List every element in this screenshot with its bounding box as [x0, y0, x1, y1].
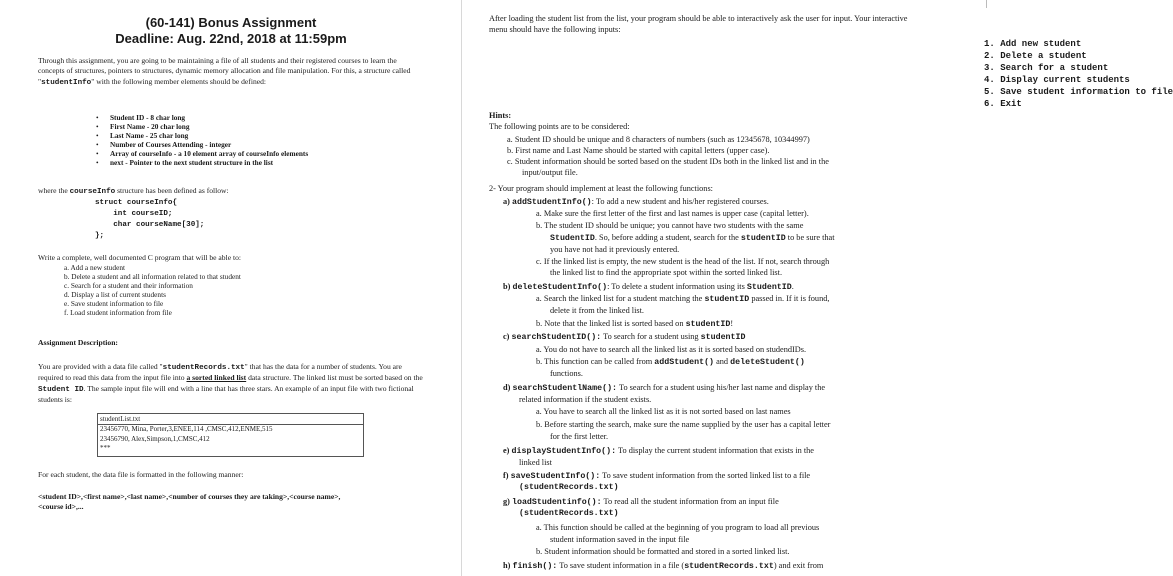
function-search-name-desc: related information if the student exists. [519, 395, 652, 404]
sample-file-box [97, 413, 364, 457]
description-paragraph: You are provided with a data file called "studentRecords.txt" that has the data for a number of students. You are required to read this data from the input file into a sorted linked list data structure. The linked list must be sorted based on the Student ID. The sample input file will end with a line that has three stars. An example of an input file with two fictional students is: [38, 362, 423, 404]
right-page [463, 0, 1173, 576]
sample-file-line: 23456790, Alex,Simpson,1,CMSC,412 [100, 434, 210, 443]
sample-file-name: studentList.txt [98, 414, 363, 425]
hints-heading: Hints: [489, 111, 512, 120]
function-add-note: the linked list to find the appropriate spot within the sorted linked list. [550, 268, 783, 277]
function-search-id-note: b. This function can be called from addStudent() and deleteStudent() [536, 357, 805, 367]
function-load-note: student information saved in the input file [550, 535, 690, 544]
function-add-note: c. If the linked list is empty, the new student is the head of the list. If not, search through [536, 257, 830, 266]
function-display: e) displayStudentInfo(): To display the current student information that exists in the [503, 446, 814, 456]
function-load-file: (studentRecords.txt) [519, 509, 619, 518]
format-line: <course id>,... [38, 502, 84, 511]
code-line: int courseID; [95, 210, 173, 218]
function-finish: h) finish(): To save student information in a file (studentRecords.txt) and exit from [503, 561, 824, 571]
ability-item: b. Delete a student and all information related to that student [64, 272, 241, 281]
code-line: struct courseInfo{ [95, 199, 178, 207]
function-add-note: StudentID. So, before adding a student, search for the studentID to be sure that [550, 233, 835, 243]
menu-item: 5. Save student information to file [984, 87, 1173, 97]
member-item: • First Name - 20 char long [110, 122, 190, 131]
member-item: • Array of courseInfo - a 10 element array of courseInfo elements [110, 149, 308, 158]
function-search-name-note: for the first letter. [550, 432, 609, 441]
intro-paragraph: Through this assignment, you are going to be maintaining a file of all students and their registered courses to learn the concepts of structures, pointers to structures, dynamic memory allocation and file manipulation. For this, a structure called "studentInfo" with the following member elements should be defined: [38, 56, 411, 87]
function-search-id-note: functions. [550, 369, 583, 378]
menu-item: 4. Display current students [984, 75, 1130, 85]
function-search-name-note: b. Before starting the search, make sure the name supplied by the user has a capital letter [536, 420, 831, 429]
sample-file-line: 23456770, Mina, Porter,3,ENEE,114 ,CMSC,412,ENME,515 [100, 425, 273, 433]
ability-item: f. Load student information from file [64, 308, 172, 317]
function-delete-note: b. Note that the linked list is sorted based on studentID! [536, 319, 734, 329]
function-save: f) saveStudentInfo(): To save student information from the sorted linked list to a file [503, 471, 811, 481]
ability-item: a. Add a new student [64, 263, 125, 272]
function-load-note: b. Student information should be formatted and stored in a sorted linked list. [536, 547, 790, 556]
function-add: a) addStudentInfo(): To add a new student and his/her registered courses. [503, 197, 769, 207]
hint-item: c. Student information should be sorted based on the student IDs both in the linked list and in the [507, 157, 829, 166]
ability-item: e. Save student information to file [64, 299, 164, 308]
function-delete-note: a. Search the linked list for a student matching the studentID passed in. If it is found, [536, 294, 830, 304]
function-save-file: (studentRecords.txt) [519, 483, 619, 492]
ability-item: d. Display a list of current students [64, 290, 166, 299]
functions-intro: 2- Your program should implement at least the following functions: [489, 184, 713, 193]
scroll-edge [986, 0, 987, 8]
format-line: <student ID>,<first name>,<last name>,<number of courses they are taking>,<course name>, [38, 492, 341, 501]
function-add-note: a. Make sure the first letter of the first and last names is upper case (capital letter). [536, 209, 809, 218]
hint-item: a. Student ID should be unique and 8 characters of numbers (such as 12345678, 10344997) [507, 135, 810, 144]
function-display-desc: linked list [519, 458, 552, 467]
code-line: }; [95, 232, 105, 240]
ability-item: c. Search for a student and their information [64, 281, 193, 290]
menu-item: 1. Add new student [984, 39, 1082, 49]
page-divider [461, 0, 462, 576]
format-instruction: For each student, the data file is formatted in the following manner: [38, 470, 244, 479]
function-search-id-note: a. You do not have to search all the linked list as it is sorted based on studendIDs. [536, 345, 807, 354]
menu-item: 6. Exit [984, 99, 1022, 109]
left-page [0, 0, 462, 576]
function-delete-note: delete it from the linked list. [550, 306, 645, 315]
hint-item: b. First name and Last Name should be started with capital letters (upper case). [507, 146, 770, 155]
function-add-note: you have not had it previously entered. [550, 245, 680, 254]
menu-intro: After loading the student list from the list, your program should be able to interactively ask the user for input. Your interactive menu should have the following inputs: [489, 14, 908, 34]
function-search-id: c) searchStudentID(): To search for a student using studentID [503, 332, 746, 342]
function-delete: b) deleteStudentInfo(): To delete a student information using its StudentID. [503, 282, 794, 292]
menu-item: 3. Search for a student [984, 63, 1109, 73]
function-load-note: a. This function should be called at the beginning of you program to load all previous [536, 523, 820, 532]
sample-file-line: *** [100, 444, 111, 452]
deadline: Deadline: Aug. 22nd, 2018 at 11:59pm [115, 31, 347, 46]
hints-intro: The following points are to be considered: [489, 122, 630, 131]
hint-item: input/output file. [522, 168, 578, 177]
member-item: • Student ID - 8 char long [110, 113, 185, 122]
member-item: • next - Pointer to the next student structure in the list [110, 158, 273, 167]
assignment-title: (60-141) Bonus Assignment [145, 15, 317, 30]
assignment-description-heading: Assignment Description: [38, 338, 118, 347]
member-item: • Number of Courses Attending - integer [110, 140, 231, 149]
function-load: g) loadStudentinfo(): To read all the student information from an input file [503, 497, 779, 507]
member-item: • Last Name - 25 char long [110, 131, 188, 140]
write-instruction: Write a complete, well documented C program that will be able to: [38, 253, 241, 262]
where-line: where the courseInfo structure has been defined as follow: [38, 186, 229, 196]
code-line: char courseName[30]; [95, 221, 205, 229]
function-search-name-note: a. You have to search all the linked list as it is not sorted based on last names [536, 407, 791, 416]
function-search-name: d) searchStudentlName(): To search for a student using his/her last name and display the [503, 383, 826, 393]
menu-item: 2. Delete a student [984, 51, 1087, 61]
function-add-note: b. The student ID should be unique; you cannot have two students with the same [536, 221, 804, 230]
